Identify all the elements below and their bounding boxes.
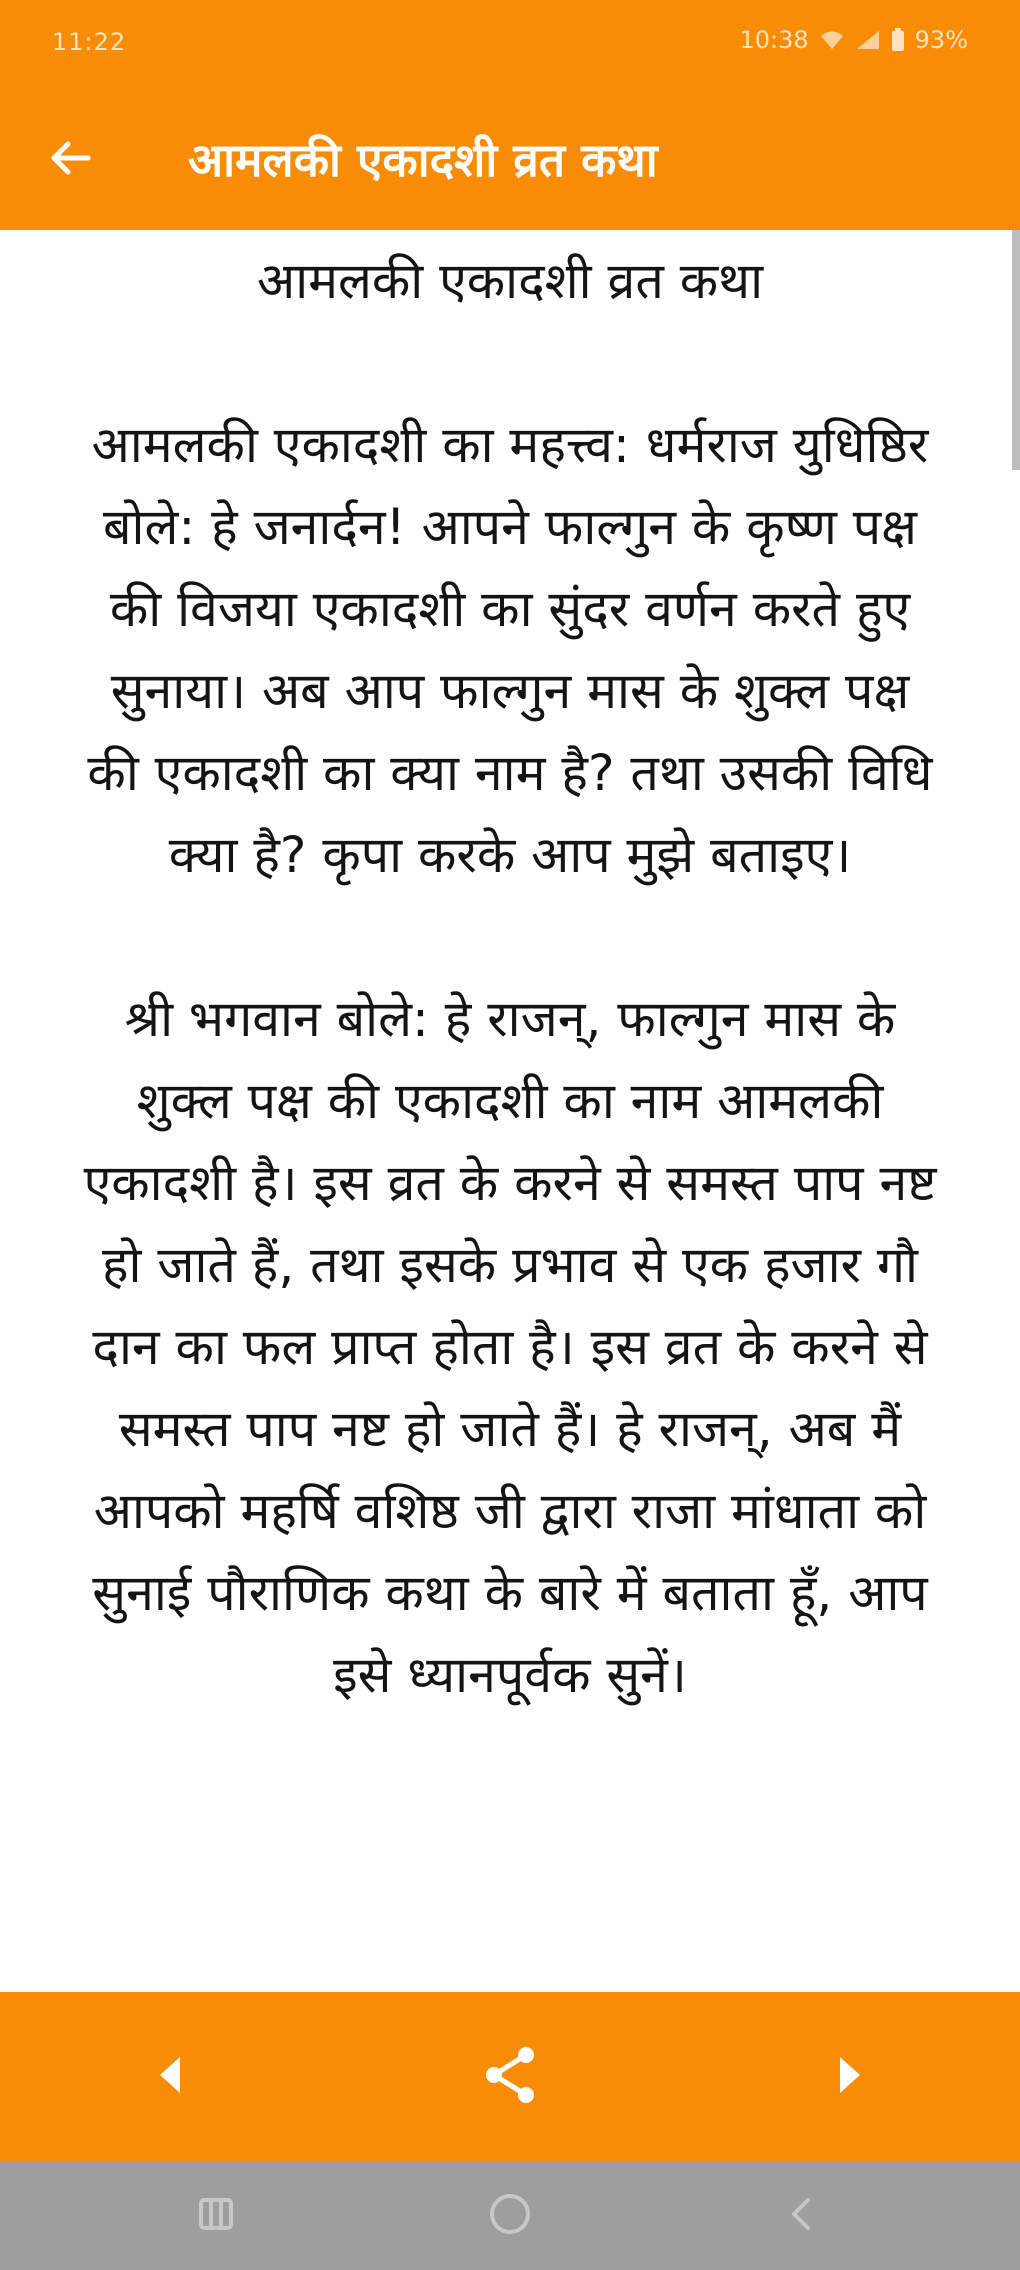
chevron-right-icon [832, 2053, 868, 2101]
back-button[interactable] [30, 125, 110, 195]
next-button[interactable] [810, 2037, 890, 2117]
signal-icon [855, 29, 881, 51]
scrollbar-thumb[interactable] [1012, 230, 1020, 470]
bottom-toolbar [0, 1992, 1020, 2162]
chevron-left-outline-icon [782, 2194, 822, 2238]
story-text-container [80, 230, 940, 1716]
app-bar [0, 90, 1020, 230]
battery-icon [891, 28, 905, 52]
chevron-left-icon [152, 2053, 188, 2101]
share-icon [478, 2043, 542, 2111]
home-button[interactable] [480, 2186, 540, 2246]
story-content[interactable] [0, 230, 1020, 1992]
system-back-button[interactable] [772, 2186, 832, 2246]
recent-apps-icon [196, 2194, 236, 2238]
wifi-icon [819, 29, 845, 51]
story-paragraph: आमलकी एकादशी का महत्त्व: धर्मराज युधिष्ठिर बोले: हे जनार्दन! आपने फाल्गुन के कृष्ण पक्ष की विजया एकादशी का सुंदर वर्णन करते हुए सुनाया। अब आप फाल्गुन मास के शुक्ल पक्ष की एकादशी का क्या नाम है? तथा उसकी विधि क्या है? कृपा करके आप मुझे बताइए। [87, 416, 933, 884]
story-title: आमलकी एकादशी व्रत कथा [256, 252, 764, 310]
recent-apps-button[interactable] [186, 2186, 246, 2246]
home-circle-icon [486, 2190, 534, 2242]
status-indicators [739, 26, 968, 54]
status-clock-secondary: 10:38 [739, 26, 809, 54]
arrow-left-icon [48, 138, 92, 182]
status-time: 11:22 [52, 28, 127, 56]
previous-button[interactable] [130, 2037, 210, 2117]
status-bar [0, 0, 1020, 90]
battery-percent: 93% [914, 26, 968, 54]
share-button[interactable] [470, 2037, 550, 2117]
page-title: आमलकी एकादशी व्रत कथा [188, 133, 658, 187]
system-navigation-bar [0, 2162, 1020, 2270]
story-paragraph: श्री भगवान बोले: हे राजन्, फाल्गुन मास के शुक्ल पक्ष की एकादशी का नाम आमलकी एकादशी है। इस व्रत के करने से समस्त पाप नष्ट हो जाते हैं, तथा इसके प्रभाव से एक हजार गौ दान का फल प्राप्त होता है। इस व्रत के करने से समस्त पाप नष्ट हो जाते हैं। हे राजन्, अब मैं आपको महर्षि वशिष्ठ जी द्वारा राजा मांधाता को सुनाई पौराणिक कथा के बारे में बताता हूँ, आप इसे ध्यानपूर्वक सुनें। [83, 990, 937, 1704]
